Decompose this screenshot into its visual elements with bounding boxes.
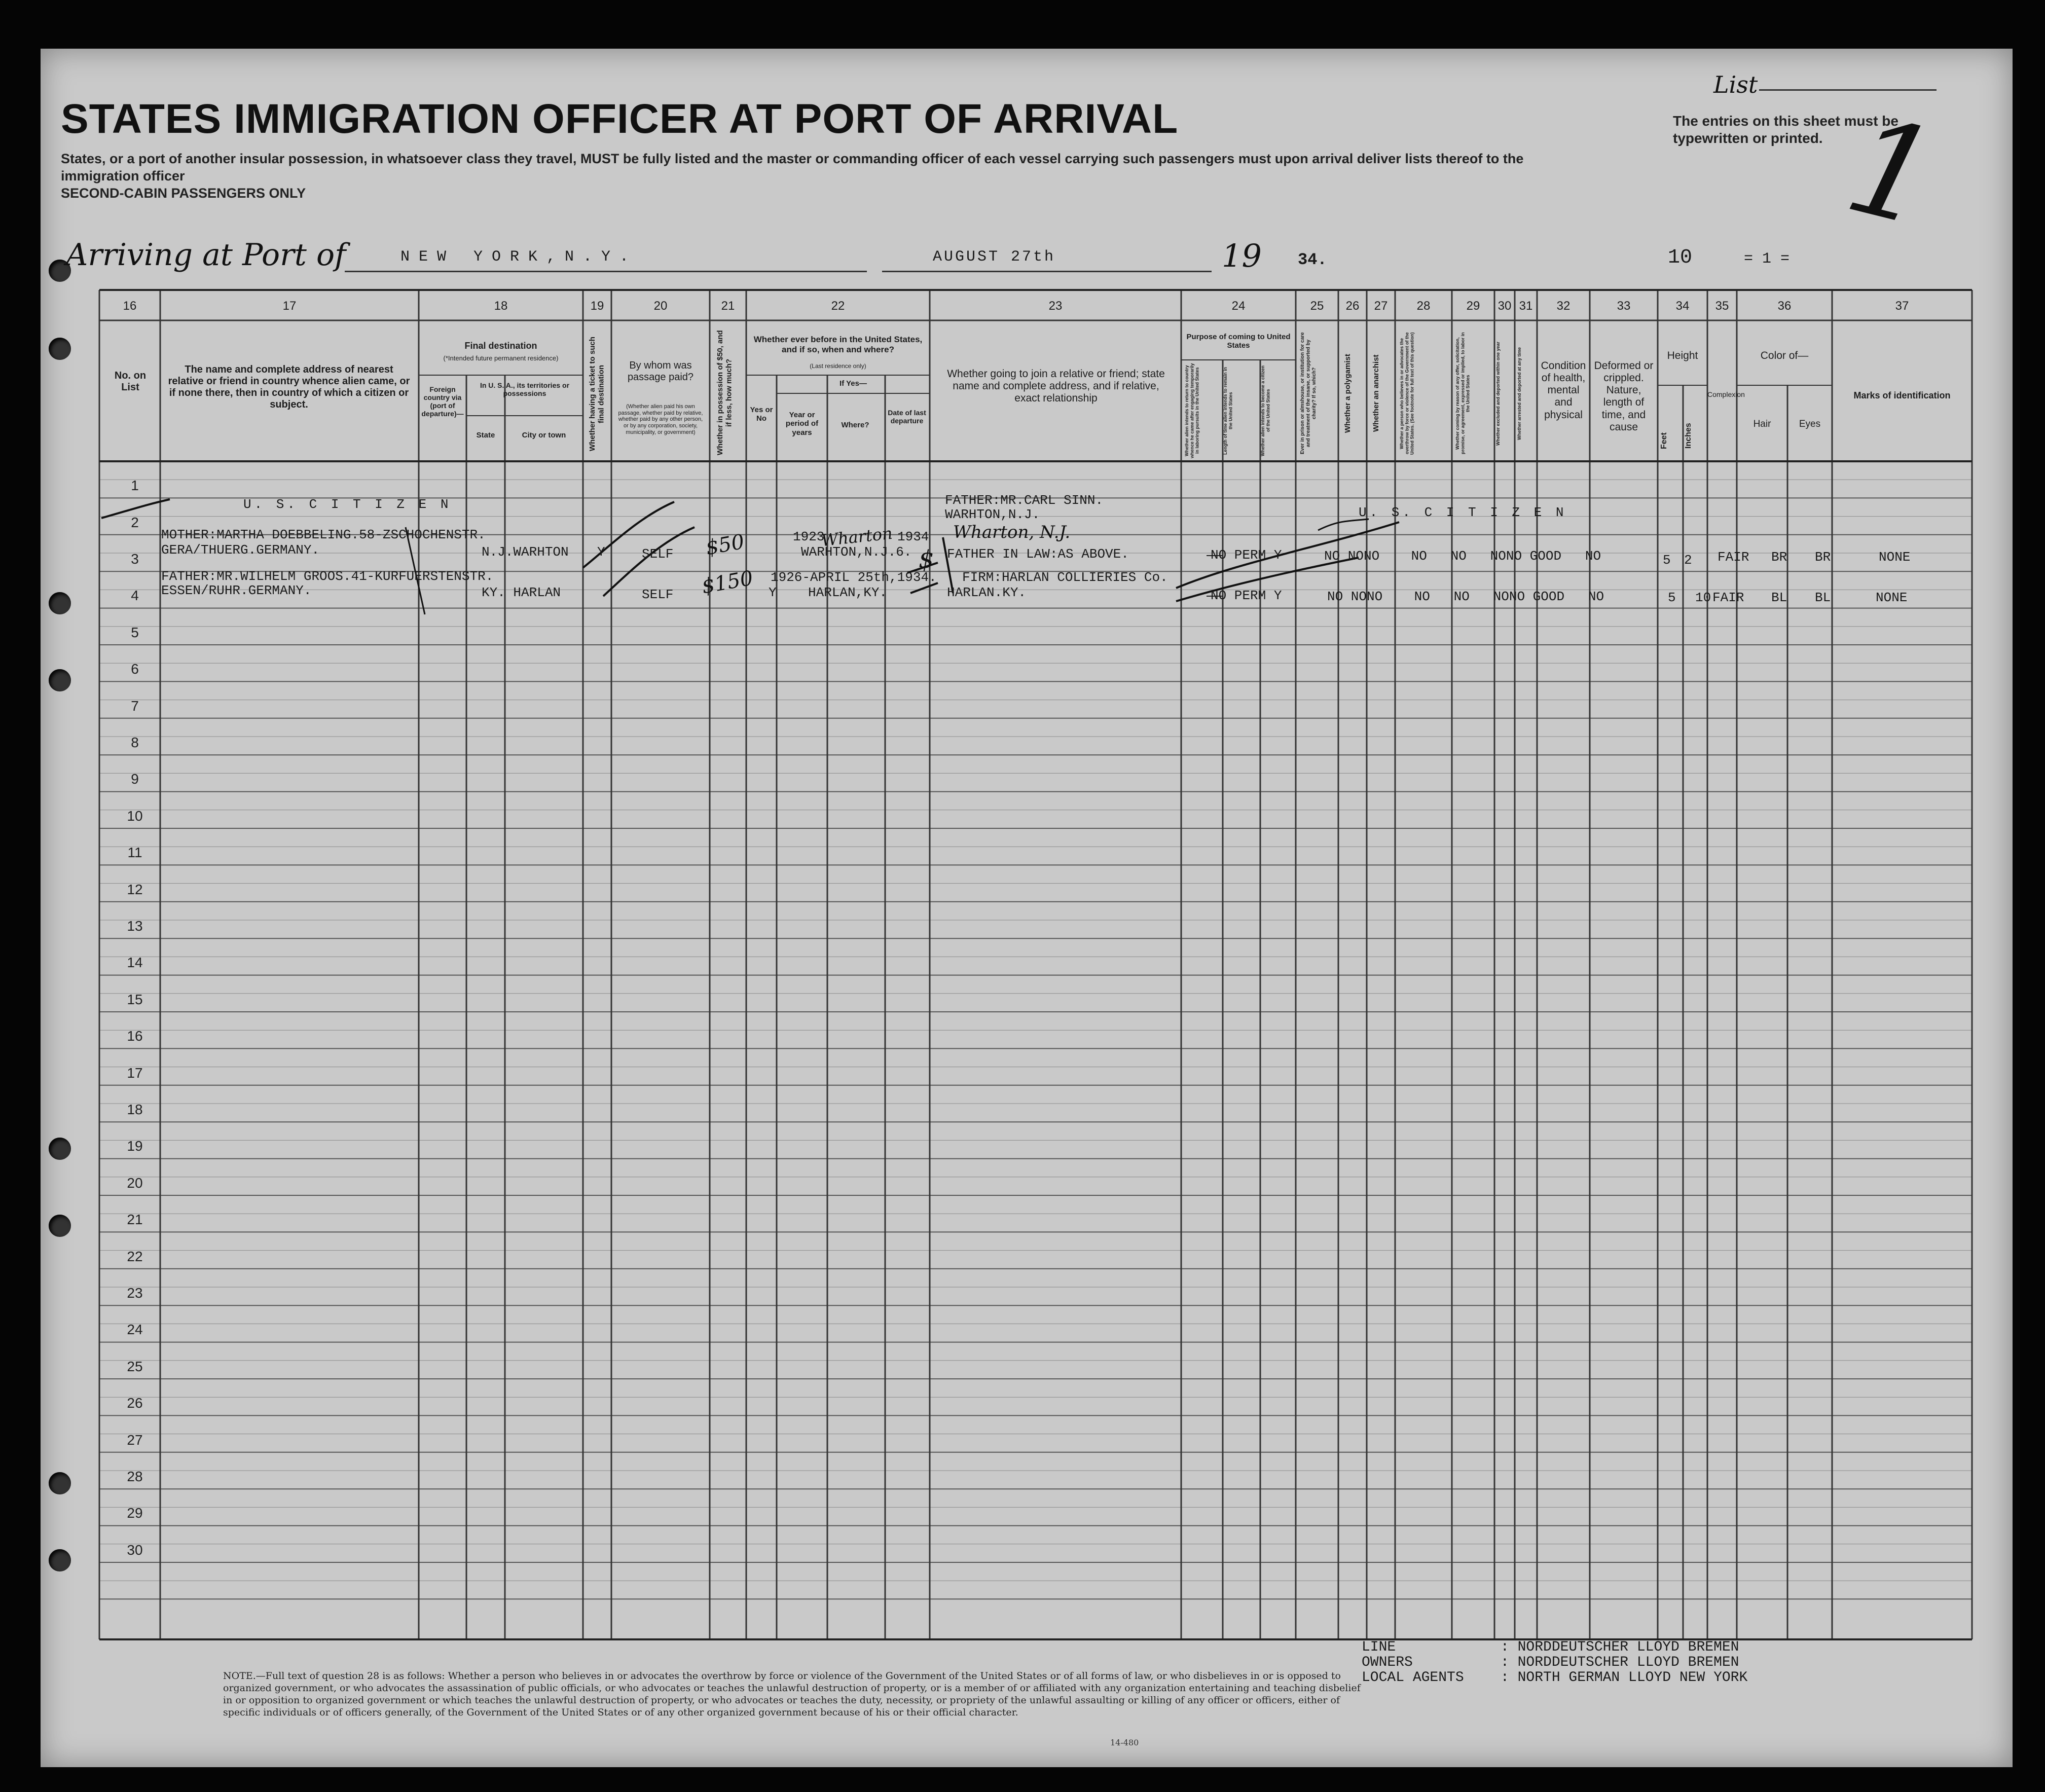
row2-paid-by: SELF (642, 546, 674, 562)
row2-relative-address: GERA/THUERG.GERMANY. (161, 542, 320, 558)
row3-relative-address: ESSEN/RUHR.GERMANY. (161, 583, 312, 598)
header-c24: Purpose of coming to United States (1186, 333, 1291, 350)
row-number: 19 (127, 1138, 143, 1154)
colnum-35: 35 (1715, 299, 1729, 313)
header-c23: Whether going to join a relative or friend; state name and complete address, and if relative, exact relationship (947, 368, 1165, 405)
row-number: 24 (127, 1322, 143, 1338)
row3-complexion: FAIR (1712, 590, 1744, 605)
colnum-20: 20 (653, 299, 668, 313)
year-prefix: 19 (1222, 237, 1262, 274)
row-number: 13 (127, 918, 143, 934)
row-number: 17 (127, 1065, 143, 1081)
row-number: 25 (127, 1358, 143, 1374)
row3-join-firm: FIRM:HARLAN COLLIERIES Co. (962, 570, 1168, 585)
header-c18-foreign: Foreign country via (port of departure)— (421, 385, 464, 418)
header-c21: Whether in possession of $50, and if less, how much? (716, 330, 734, 456)
colnum-29: 29 (1466, 299, 1480, 313)
header-c35: Complexion (1707, 390, 1745, 398)
colnum-19: 19 (590, 299, 604, 313)
row3-answers: NO NONO NO NO NONO GOOD NO (1327, 589, 1604, 604)
stamp-number: 10 (1668, 246, 1693, 269)
colnum-24: 24 (1231, 299, 1246, 313)
instructions-line: States, or a port of another insular possession, in whatsoever class they travel, MUST be fully listed and the master or commanding officer of each vessel carrying such passengers must upon arrival deliver lists thereof to the immigration officer (61, 151, 1524, 184)
row-number: 5 (131, 624, 139, 640)
header-c34: Height (1667, 350, 1698, 361)
row-number: 14 (127, 955, 143, 971)
row-number: 23 (127, 1285, 143, 1301)
row2-answers: NO NONO NO NO NONO GOOD NO (1324, 548, 1601, 564)
row3-paid-by: SELF (642, 587, 674, 602)
header-c33: Deformed or crippled. Nature, length of time, and cause (1594, 360, 1654, 433)
row-number: 26 (127, 1395, 143, 1411)
row-number: 20 (127, 1175, 143, 1191)
row2-feet: 5 (1663, 553, 1671, 568)
header-c18-sub: (*Intended future permanent residence) (443, 354, 559, 362)
row2-before-1934: 1934 (897, 529, 929, 544)
header-c22-date: Date of last departure (888, 409, 926, 425)
row2-relative-name: MOTHER:MARTHA DOEBBELING.58-ZSCHOCHENSTR. (161, 527, 486, 542)
row-number: 28 (127, 1469, 143, 1484)
pen-stroke (1318, 519, 1369, 530)
header-c18: Final destination (464, 341, 537, 351)
colnum-17: 17 (282, 299, 297, 313)
row1-citizen-note-right: U. S. C I T I Z E N (1359, 505, 1567, 520)
row1-handwritten-city: Wharton, N.J. (953, 522, 1071, 542)
row2-eyes: BR (1815, 550, 1831, 565)
row3-purpose: NO PERM Y (1211, 588, 1282, 603)
header-c18-city: City or town (522, 431, 566, 440)
header-c32: Condition of health, mental and physical (1541, 360, 1586, 421)
colnum-37: 37 (1895, 299, 1909, 313)
row-number: 29 (127, 1505, 143, 1521)
form-number: 14-480 (1110, 1738, 1139, 1747)
row-number: 16 (127, 1028, 143, 1044)
line-label: LINE (1362, 1639, 1396, 1655)
row3-join-address: HARLAN.KY. (947, 585, 1027, 600)
colnum-25: 25 (1310, 299, 1324, 313)
header-c22-period: Year or period of years (785, 411, 819, 437)
header-c34-inches: Inches (1684, 423, 1693, 449)
year-suffix: 34. (1298, 250, 1327, 269)
row-lines (99, 480, 1972, 1599)
header-c24-citizen: Whether alien intends to become a citizen of the United States (1260, 365, 1271, 456)
header-c22-where: Where? (841, 421, 869, 429)
page-number: = 1 = (1744, 250, 1790, 268)
agents-value: : NORTH GERMAN LLOYD NEW YORK (1501, 1670, 1748, 1686)
row2-complexion: FAIR (1718, 550, 1749, 565)
row3-marks: NONE (1876, 590, 1908, 605)
row-number: 27 (127, 1432, 143, 1448)
pen-stroke (603, 527, 695, 596)
row-number: 12 (127, 881, 143, 897)
agents-label: LOCAL AGENTS (1362, 1670, 1464, 1686)
port-label: Arriving at Port of (66, 237, 346, 273)
row2-join: FATHER IN LAW:AS ABOVE. (947, 546, 1129, 562)
row-number: 8 (131, 735, 139, 750)
colnum-33: 33 (1617, 299, 1631, 313)
row-number: 15 (127, 991, 143, 1007)
header-c19: Whether having a ticket to such final destination (588, 337, 606, 451)
row2-inches: 2 (1684, 553, 1692, 568)
row-number: 3 (131, 551, 139, 567)
header-c36-hair: Hair (1753, 419, 1771, 429)
row1-join-name: FATHER:MR.CARL SINN. (945, 493, 1104, 508)
header-c22-sub: (Last residence only) (810, 362, 866, 370)
colnum-28: 28 (1416, 299, 1431, 313)
colnum-22: 22 (831, 299, 845, 313)
header-c36: Color of— (1760, 350, 1809, 361)
header-c27: Whether an anarchist (1372, 354, 1380, 432)
row3-feet: 5 (1668, 590, 1676, 605)
entries-note: The entries on this sheet must be typewritten or printed. (1673, 113, 1898, 146)
header-c36-eyes: Eyes (1799, 419, 1821, 429)
header-c29: Whether coming by reason of any offer, solicitation, promise, or agreement, expressed or implied, to labor in the United States (1455, 332, 1471, 455)
footnote-question-28: NOTE.—Full text of question 28 is as follows: Whether a person who believes in or advocates the overthrow by force or violence of the Government of the United States or of all forms of law, or who disbelieves in or is opposed to organized government, or who advocates the assassination of public officials, or who advocates or teaches the unlawful destruction of property, or is a member of or affiliated with any organization entertaining and teaching disbelief in or opposition to organized government or which teaches the unlawful destruction of property, or who advocates or teaches the duty, necessity, or propriety of the unlawful assaulting or killing of any officer or officers, either of specific individuals or of officers generally, of the Government of the United States or of any other organized government because of his or their official character. (223, 1670, 1361, 1718)
owners-label: OWNERS (1362, 1655, 1413, 1670)
header-c18-state: State (476, 431, 495, 440)
row-number: 1 (131, 478, 139, 494)
row-number: 11 (127, 845, 142, 861)
header-c18-usa: In U. S. A., its territories or possessions (480, 381, 570, 398)
row1-citizen-note: U. S. C I T I Z E N (243, 497, 452, 512)
header-c22-yesno: Yes or No (750, 406, 773, 423)
header-c24-length: Length of time alien intends to remain in the United States (1223, 367, 1233, 455)
colnum-23: 23 (1048, 299, 1063, 313)
colnum-32: 32 (1556, 299, 1571, 313)
row2-hair: BR (1771, 550, 1787, 565)
colnum-27: 27 (1374, 299, 1388, 313)
row3-before: 1926-APRIL 25th,1934. (771, 570, 937, 585)
row2-before-year: 1923 (793, 529, 825, 544)
row-number: 21 (127, 1212, 143, 1228)
header-c31: Whether arrested and deported at any time (1517, 347, 1522, 440)
row2-ticket: Y (597, 544, 605, 560)
colnum-36: 36 (1777, 299, 1792, 313)
row-number: 22 (127, 1248, 143, 1264)
colnum-31: 31 (1519, 299, 1533, 313)
row3-eyes: BL (1815, 590, 1831, 605)
row3-destination: KY. HARLAN (482, 585, 561, 600)
passenger-class: SECOND-CABIN PASSENGERS ONLY (61, 186, 306, 201)
colnum-18: 18 (494, 299, 508, 313)
row3-inches: 10 (1695, 590, 1711, 605)
row-number: 18 (127, 1102, 143, 1117)
row3-handwritten-money: $150 (700, 566, 755, 599)
header-c28: Whether a person who believes in or advocates the overthrow by force or violence of the Government of the United States. (See footnote for full text of this question) (1399, 332, 1415, 455)
header-c17: The name and complete address of nearest relative or friend in country whence alien came, or if none there, then in country of which a citizen or subject. (168, 364, 410, 410)
colnum-26: 26 (1345, 299, 1360, 313)
row-number: 4 (131, 588, 139, 604)
header-c34-feet: Feet (1660, 432, 1668, 450)
header-c24-return: Whether alien intends to return to country whence he came after engaging temporarily in laboring pursuits in the United States (1184, 363, 1200, 458)
row2-dollar-sign: $ (919, 545, 934, 574)
row-number: 2 (131, 514, 139, 530)
row-number: 10 (127, 808, 143, 824)
row2-handwritten-money: $50 (704, 530, 746, 560)
row2-handwritten-where: Wharton (820, 523, 894, 551)
header-c20: By whom was passage paid? (627, 360, 694, 383)
row-number: 9 (131, 771, 139, 787)
line-value: : NORDDEUTSCHER LLOYD BREMEN (1501, 1639, 1739, 1655)
row2-before-where: WARHTON,N.J.6. (801, 544, 912, 560)
row-number: 30 (127, 1542, 143, 1558)
port-value: NEW YORK,N.Y. (400, 248, 638, 266)
header-c22-ifyes: If Yes— (839, 379, 867, 388)
row-number: 7 (131, 698, 139, 714)
header-c37: Marks of identification (1853, 390, 1951, 400)
page-title: STATES IMMIGRATION OFFICER AT PORT OF ARRIVAL (61, 96, 1179, 142)
row-number: 6 (131, 661, 139, 677)
header-c26: Whether a polygamist (1343, 354, 1352, 433)
header-c22: Whether ever before in the United States, and if so, when and where? (753, 335, 923, 354)
header-c30: Whether excluded and deported within one year (1495, 341, 1501, 446)
list-number-handwritten: 1 (1833, 88, 1952, 258)
row2-purpose: NO PERM Y (1211, 547, 1282, 563)
colnum-34: 34 (1675, 299, 1690, 313)
list-label: List (1713, 71, 1758, 98)
colnum-16: 16 (123, 299, 137, 313)
owners-value: : NORDDEUTSCHER LLOYD BREMEN (1501, 1655, 1739, 1670)
row2-destination: N.J.WARHTON (482, 544, 569, 560)
row1-join-address: WARHTON,N.J. (945, 507, 1040, 522)
header-c25: Ever in prison or almshouse, or institution for care and treatment of the insane, or supported by charity? If so, which? (1300, 332, 1317, 455)
date-value: AUGUST 27th (933, 248, 1056, 266)
row3-hair: BL (1771, 590, 1787, 605)
row3-before-where: Y HARLAN,KY. (769, 585, 888, 600)
header-c16: No. on List (114, 370, 147, 393)
colnum-21: 21 (721, 299, 735, 313)
row3-relative-name: FATHER:MR.WILHELM GROOS.41-KURFUERSTENSTR. (161, 569, 494, 584)
header-c20-sub: (Whether alien paid his own passage, whether paid by relative, whether paid by any other person, or by any corporation, society, municipality, or government) (618, 404, 703, 435)
row2-marks: NONE (1879, 550, 1911, 565)
colnum-30: 30 (1498, 299, 1512, 313)
